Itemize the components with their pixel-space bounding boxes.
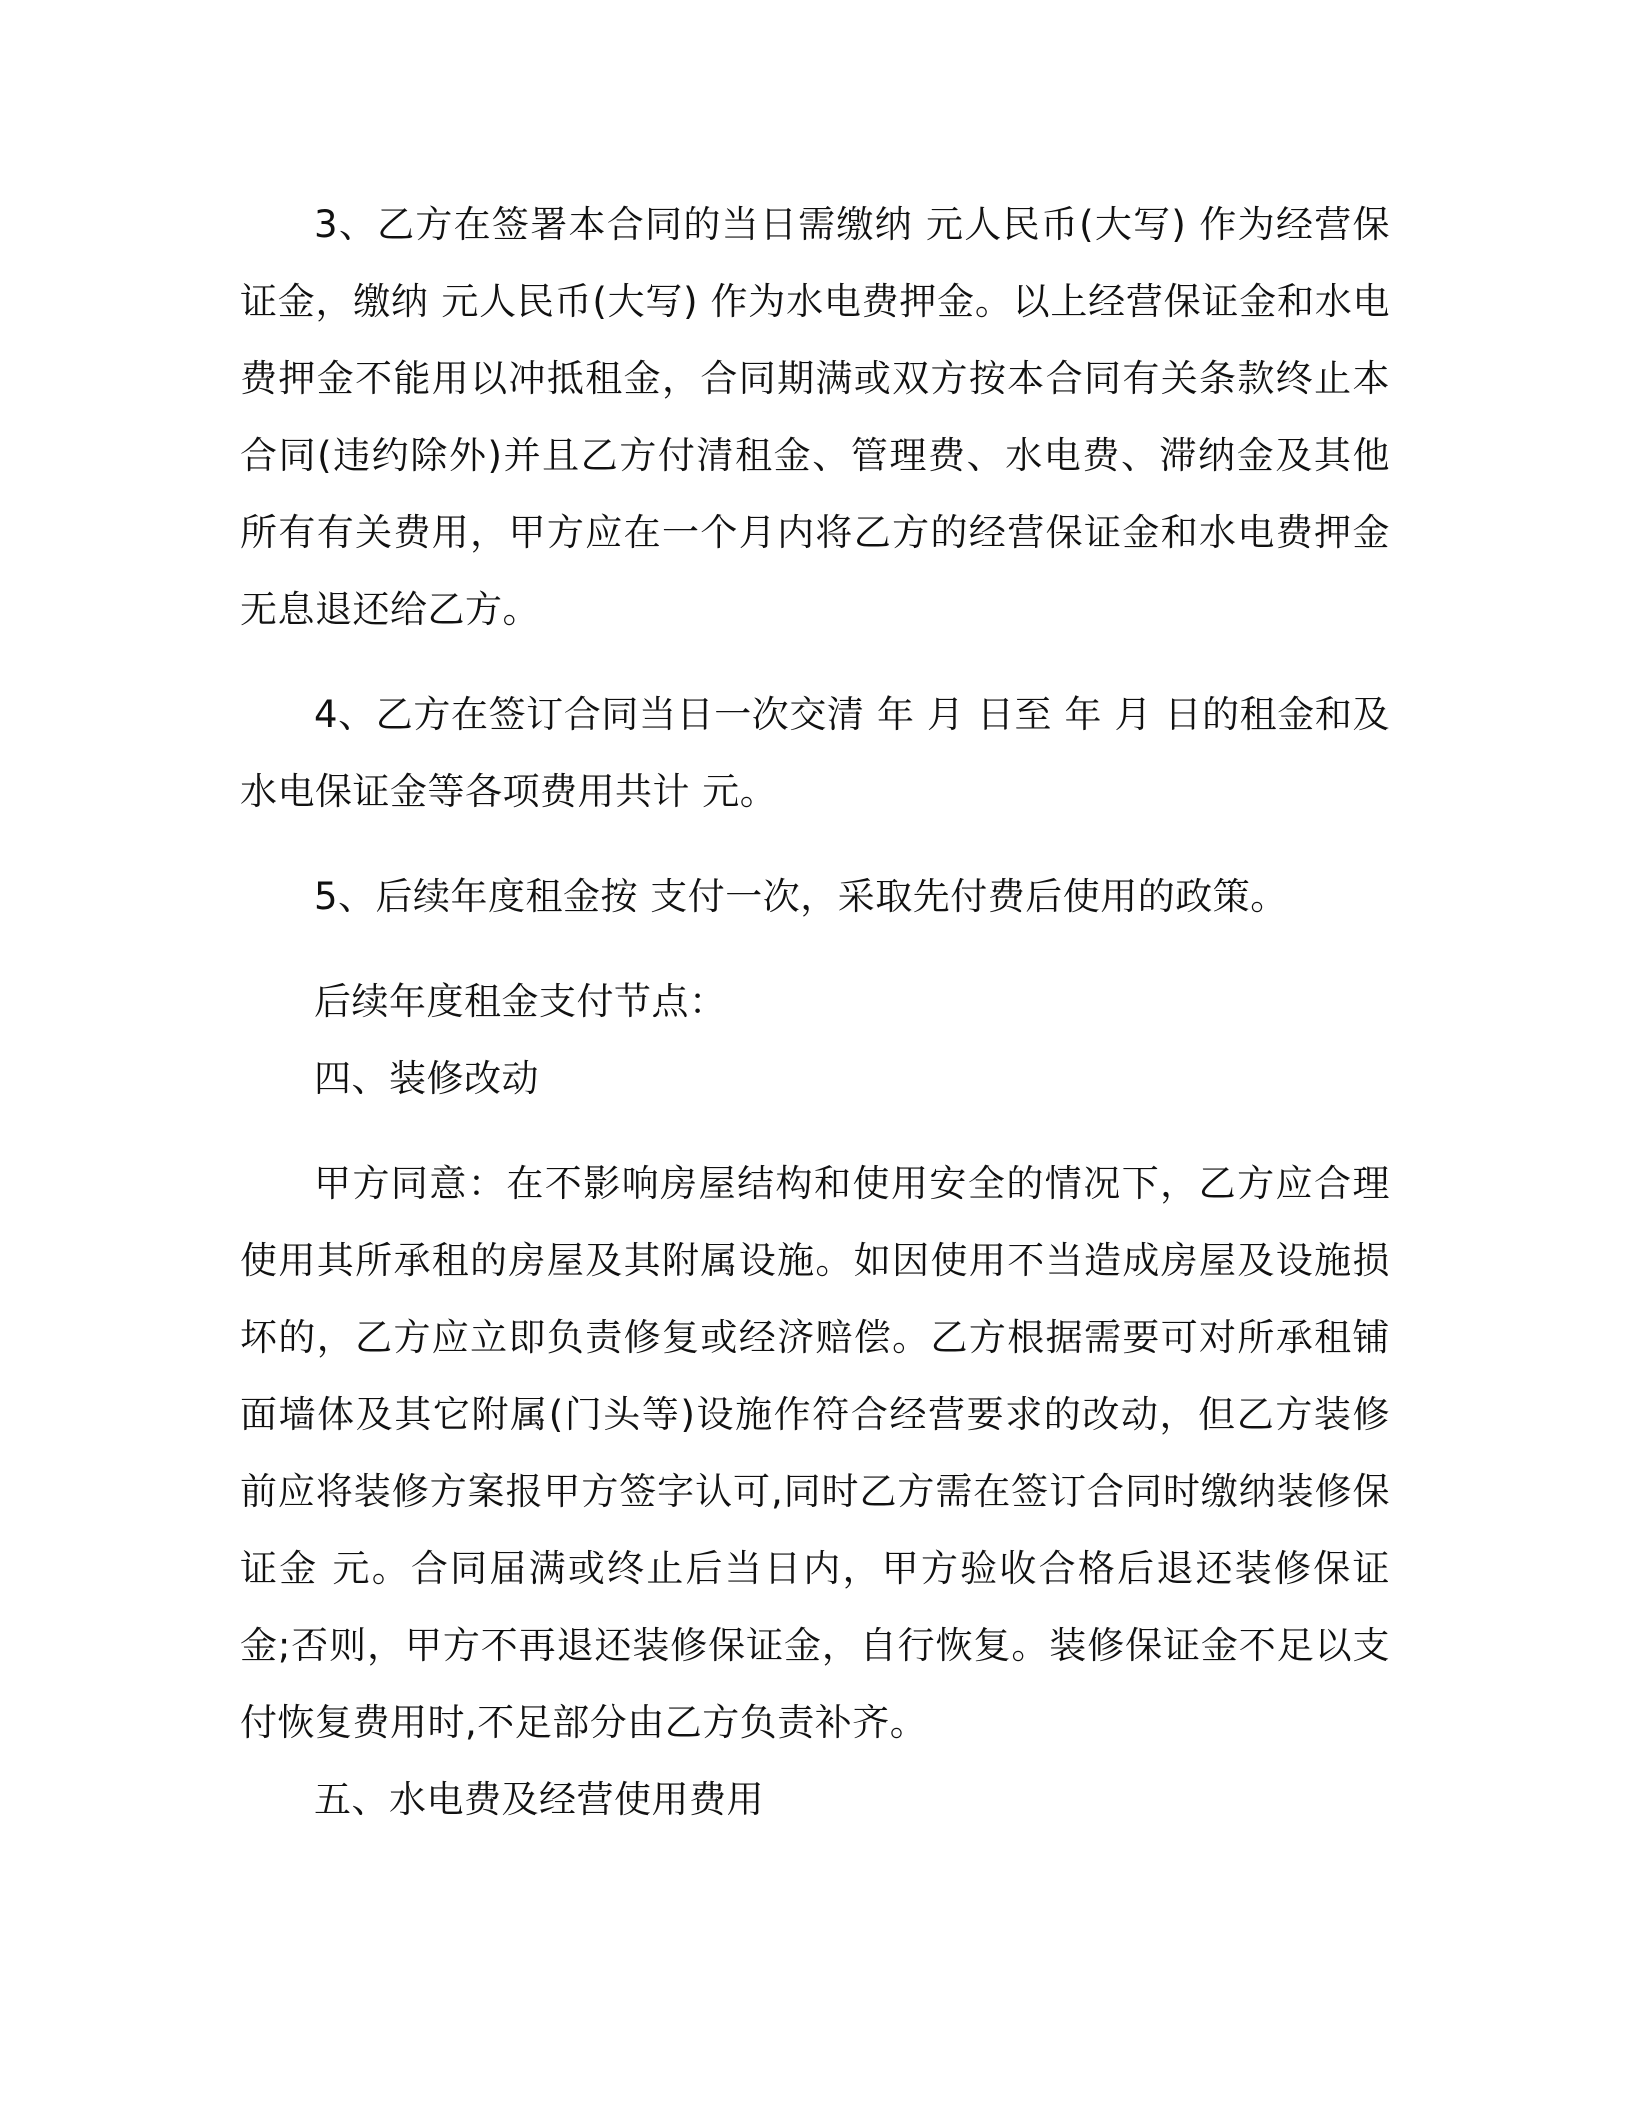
- renovation-clause: 甲方同意：在不影响房屋结构和使用安全的情况下，乙方应合理使用其所承租的房屋及其附属设施。如因使用不当造成房屋及设施损坏的，乙方应立即负责修复或经济赔偿。乙方根据需要可对所承租铺面墙体及其它附属(门头等)设施作符合经营要求的改动，但乙方装修前应将装修方案报甲方签字认可,同时乙方需在签订合同时缴纳装修保证金 元。合同届满或终止后当日内，甲方验收合格后退还装修保证金;否则，甲方不再退还装修保证金，自行恢复。装修保证金不足以支付恢复费用时,不足部分由乙方负责补齐。: [240, 1162, 1390, 1744]
- section-heading-utilities: 五、水电费及经营使用费用: [314, 1778, 764, 1821]
- rent-payment-nodes-label: 后续年度租金支付节点：: [314, 980, 727, 1023]
- section-heading-renovation: 四、装修改动: [314, 1057, 539, 1100]
- clause-3-deposit: 3、乙方在签署本合同的当日需缴纳 元人民币(大写) 作为经营保证金，缴纳 元人民币(大写) 作为水电费押金。以上经营保证金和水电费押金不能用以冲抵租金，合同期满或双方按本合同有关条款终止本合同(违约除外)并且乙方付清租金、管理费、水电费、滞纳金及其他所有有关费用，甲方应在一个月内将乙方的经营保证金和水电费押金无息退还给乙方。: [240, 203, 1390, 631]
- document-body: [240, 186, 1390, 1838]
- clause-5-subsequent-rent: 5、后续年度租金按 支付一次，采取先付费后使用的政策。: [314, 875, 1288, 918]
- clause-4-initial-payment: 4、乙方在签订合同当日一次交清 年 月 日至 年 月 日的租金和及水电保证金等各项费用共计 元。: [240, 693, 1390, 813]
